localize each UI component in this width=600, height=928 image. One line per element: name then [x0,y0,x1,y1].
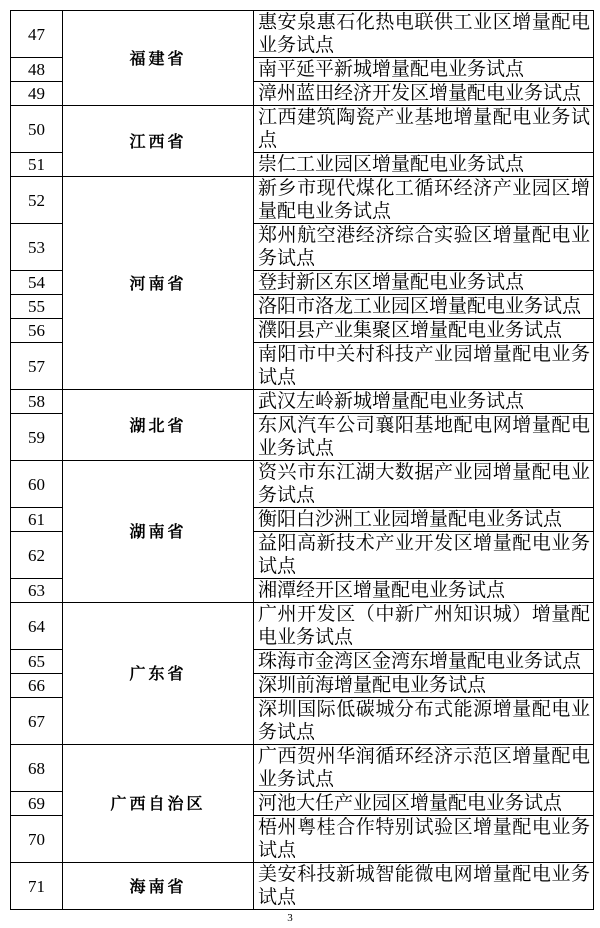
project-name-cell: 河池大任产业园区增量配电业务试点 [254,792,594,816]
project-name-cell: 惠安泉惠石化热电联供工业区增量配电业务试点 [254,11,594,58]
project-name-cell: 崇仁工业园区增量配电业务试点 [254,153,594,177]
project-name-cell: 漳州蓝田经济开发区增量配电业务试点 [254,82,594,106]
project-name-cell: 濮阳县产业集聚区增量配电业务试点 [254,319,594,343]
table-row [11,106,594,153]
row-number: 65 [11,650,63,674]
project-name-cell: 江西建筑陶瓷产业基地增量配电业务试点 [254,106,594,153]
row-number: 62 [11,532,63,579]
row-number: 51 [11,153,63,177]
project-name-cell: 登封新区东区增量配电业务试点 [254,271,594,295]
province-cell: 海南省 [63,863,254,910]
row-number: 57 [11,343,63,390]
row-number: 71 [11,863,63,910]
row-number: 47 [11,11,63,58]
pilot-project-table [10,10,594,910]
table-body [11,11,594,910]
row-number: 49 [11,82,63,106]
page-number: 3 [287,912,293,924]
row-number: 55 [11,295,63,319]
row-number: 59 [11,414,63,461]
project-name-cell: 美安科技新城智能微电网增量配电业务试点 [254,863,594,910]
table-row [11,745,594,792]
row-number: 53 [11,224,63,271]
project-name-cell: 衡阳白沙洲工业园增量配电业务试点 [254,508,594,532]
project-name-cell: 梧州粤桂合作特别试验区增量配电业务试点 [254,816,594,863]
row-number: 68 [11,745,63,792]
project-name-cell: 资兴市东江湖大数据产业园增量配电业务试点 [254,461,594,508]
row-number: 66 [11,674,63,698]
table-row [11,177,594,224]
row-number: 61 [11,508,63,532]
row-number: 67 [11,698,63,745]
project-name-cell: 益阳高新技术产业开发区增量配电业务试点 [254,532,594,579]
table-row [11,461,594,508]
row-number: 60 [11,461,63,508]
project-name-cell: 东风汽车公司襄阳基地配电网增量配电业务试点 [254,414,594,461]
project-name-cell: 珠海市金湾区金湾东增量配电业务试点 [254,650,594,674]
table-row [11,603,594,650]
province-cell: 湖南省 [63,461,254,603]
row-number: 64 [11,603,63,650]
row-number: 56 [11,319,63,343]
project-name-cell: 广州开发区（中新广州知识城）增量配电业务试点 [254,603,594,650]
row-number: 58 [11,390,63,414]
project-name-cell: 郑州航空港经济综合实验区增量配电业务试点 [254,224,594,271]
project-name-cell: 南阳市中关村科技产业园增量配电业务试点 [254,343,594,390]
table-row [11,11,594,58]
project-name-cell: 深圳国际低碳城分布式能源增量配电业务试点 [254,698,594,745]
row-number: 69 [11,792,63,816]
project-name-cell: 广西贺州华润循环经济示范区增量配电业务试点 [254,745,594,792]
province-cell: 广西自治区 [63,745,254,863]
row-number: 50 [11,106,63,153]
row-number: 70 [11,816,63,863]
row-number: 63 [11,579,63,603]
project-name-cell: 洛阳市洛龙工业园区增量配电业务试点 [254,295,594,319]
project-name-cell: 南平延平新城增量配电业务试点 [254,58,594,82]
province-cell: 江西省 [63,106,254,177]
table-row [11,390,594,414]
project-name-cell: 湘潭经开区增量配电业务试点 [254,579,594,603]
province-cell: 河南省 [63,177,254,390]
province-cell: 福建省 [63,11,254,106]
row-number: 52 [11,177,63,224]
project-name-cell: 新乡市现代煤化工循环经济产业园区增量配电业务试点 [254,177,594,224]
province-cell: 湖北省 [63,390,254,461]
table-row [11,863,594,910]
project-name-cell: 武汉左岭新城增量配电业务试点 [254,390,594,414]
project-name-cell: 深圳前海增量配电业务试点 [254,674,594,698]
row-number: 54 [11,271,63,295]
province-cell: 广东省 [63,603,254,745]
row-number: 48 [11,58,63,82]
